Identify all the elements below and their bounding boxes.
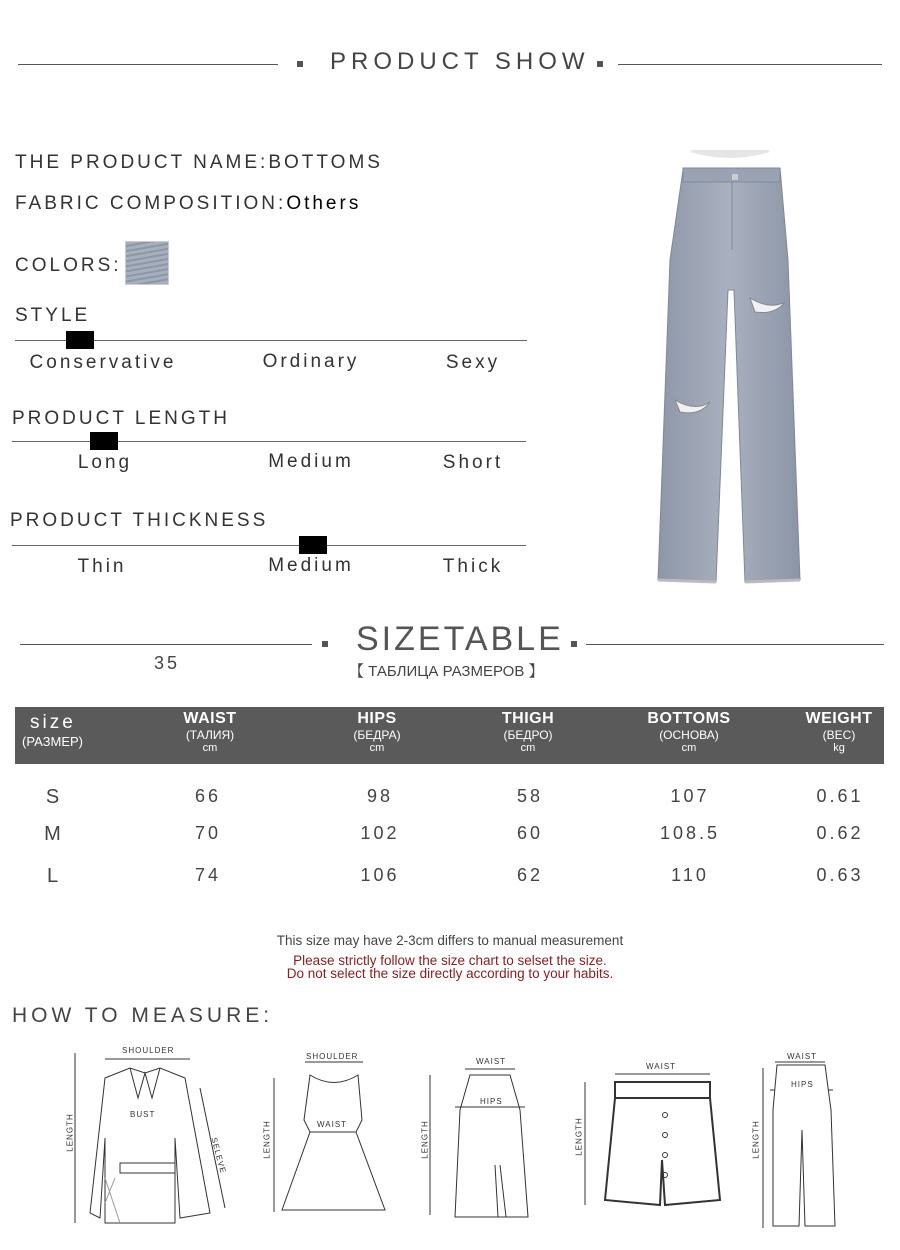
fabric-label: FABRIC COMPOSITION: bbox=[15, 193, 287, 214]
how-to-measure-title: HOW TO MEASURE: bbox=[12, 1004, 274, 1027]
thickness-option-medium: Medium bbox=[268, 555, 354, 576]
dress-waist-label: WAIST bbox=[317, 1120, 348, 1129]
cell-size: M bbox=[44, 823, 64, 845]
style-option-conservative: Conservative bbox=[29, 352, 177, 373]
cell-weight: 0.63 bbox=[816, 865, 864, 885]
header-size: size (РАЗМЕР) bbox=[22, 712, 84, 749]
cell-bottoms: 108.5 bbox=[659, 823, 721, 843]
sizetable-subtitle: 【 ТАБЛИЦА РАЗМЕРОВ 】 bbox=[349, 663, 544, 680]
measure-diagram-shorts bbox=[570, 1060, 730, 1215]
stray-number: 35 bbox=[154, 653, 181, 673]
thickness-option-thin: Thin bbox=[77, 556, 127, 577]
cell-waist: 74 bbox=[194, 865, 222, 885]
skirt-waist-label: WAIST bbox=[476, 1057, 507, 1066]
note-habits: Do not select the size directly according to your habits. bbox=[286, 966, 614, 981]
note-follow-chart: Please strictly follow the size chart to selset the size. bbox=[293, 953, 607, 968]
cell-bottoms: 107 bbox=[670, 786, 710, 806]
jacket-length-label: LENGTH bbox=[65, 1113, 75, 1152]
cell-hips: 98 bbox=[366, 786, 394, 806]
product-name-value: BOTTOMS bbox=[268, 152, 383, 173]
shorts-length-label: LENGTH bbox=[574, 1117, 584, 1156]
product-show-title: PRODUCT SHOW bbox=[330, 48, 590, 75]
product-name-row bbox=[15, 152, 383, 174]
cell-waist: 70 bbox=[194, 823, 222, 843]
divider-dot bbox=[297, 61, 303, 67]
cell-size: L bbox=[46, 865, 62, 887]
style-option-ordinary: Ordinary bbox=[262, 351, 360, 372]
length-option-short: Short bbox=[442, 452, 504, 473]
pants-waist-label: WAIST bbox=[787, 1052, 818, 1061]
measure-diagram-skirt bbox=[410, 1055, 540, 1225]
sizetable-divider-right bbox=[586, 644, 884, 645]
cell-bottoms: 110 bbox=[671, 865, 709, 885]
note-measurement: This size may have 2-3cm differs to manual measurement bbox=[276, 933, 624, 948]
header-thigh: THIGH (БЕДРО) cm bbox=[501, 710, 555, 754]
cell-weight: 0.62 bbox=[816, 823, 864, 843]
jeans-illustration bbox=[650, 150, 810, 600]
length-marker bbox=[90, 432, 118, 450]
cell-hips: 102 bbox=[360, 823, 400, 843]
color-swatch[interactable] bbox=[125, 241, 169, 285]
size-table-header bbox=[15, 707, 884, 764]
length-option-long: Long bbox=[77, 452, 133, 473]
cell-waist: 66 bbox=[194, 786, 222, 806]
jacket-bust-label: BUST bbox=[130, 1110, 156, 1119]
product-name-label: THE PRODUCT NAME: bbox=[15, 152, 269, 173]
cell-hips: 106 bbox=[360, 865, 400, 885]
header-waist: WAIST (ТАЛИЯ) cm bbox=[183, 710, 237, 754]
pants-length-label: LENGTH bbox=[751, 1120, 761, 1159]
product-image-jeans bbox=[650, 150, 810, 600]
table-row bbox=[0, 786, 900, 816]
divider-right bbox=[618, 64, 882, 65]
header-weight: WEIGHT (ВЕС) kg bbox=[805, 710, 873, 754]
thickness-option-thick: Thick bbox=[442, 556, 504, 577]
cell-thigh: 62 bbox=[516, 865, 544, 885]
length-option-medium: Medium bbox=[268, 451, 354, 472]
style-option-sexy: Sexy bbox=[445, 352, 501, 373]
thickness-marker bbox=[299, 536, 327, 554]
dress-shoulder-label: SHOULDER bbox=[306, 1052, 359, 1061]
divider-left bbox=[18, 64, 278, 65]
thickness-scale-line bbox=[12, 545, 526, 546]
divider-dot bbox=[322, 641, 328, 647]
table-row bbox=[0, 823, 900, 853]
cell-thigh: 60 bbox=[516, 823, 544, 843]
divider-dot bbox=[571, 641, 577, 647]
jacket-shoulder-label: SHOULDER bbox=[122, 1046, 175, 1055]
measure-diagram-jacket bbox=[60, 1043, 235, 1228]
measure-diagram-pants bbox=[745, 1050, 845, 1230]
fabric-value: Others bbox=[286, 193, 362, 214]
fabric-row bbox=[15, 193, 361, 215]
sizetable-title: SIZETABLE bbox=[356, 620, 564, 658]
pants-hips-label: HIPS bbox=[791, 1080, 814, 1089]
skirt-length-label: LENGTH bbox=[420, 1120, 430, 1159]
thickness-title: PRODUCT THICKNESS bbox=[10, 510, 269, 531]
cell-thigh: 58 bbox=[516, 786, 544, 806]
header-bottoms: BOTTOMS (ОСНОВА) cm bbox=[647, 710, 731, 754]
skirt-hips-label: HIPS bbox=[480, 1097, 503, 1106]
shorts-waist-label: WAIST bbox=[646, 1062, 677, 1071]
style-marker bbox=[66, 331, 94, 349]
jacket-sleeve-label: SELEVE bbox=[209, 1136, 228, 1175]
dress-length-label: LENGTH bbox=[262, 1120, 272, 1159]
style-title: STYLE bbox=[15, 305, 91, 326]
colors-label: COLORS: bbox=[15, 255, 122, 276]
measure-diagram-dress bbox=[260, 1050, 400, 1220]
divider-dot bbox=[597, 61, 603, 67]
header-hips: HIPS (БЕДРА) cm bbox=[353, 710, 401, 754]
cell-weight: 0.61 bbox=[816, 786, 864, 806]
cell-size: S bbox=[45, 786, 63, 808]
table-row bbox=[0, 865, 900, 895]
length-title: PRODUCT LENGTH bbox=[12, 408, 230, 429]
sizetable-divider-left bbox=[20, 644, 312, 645]
